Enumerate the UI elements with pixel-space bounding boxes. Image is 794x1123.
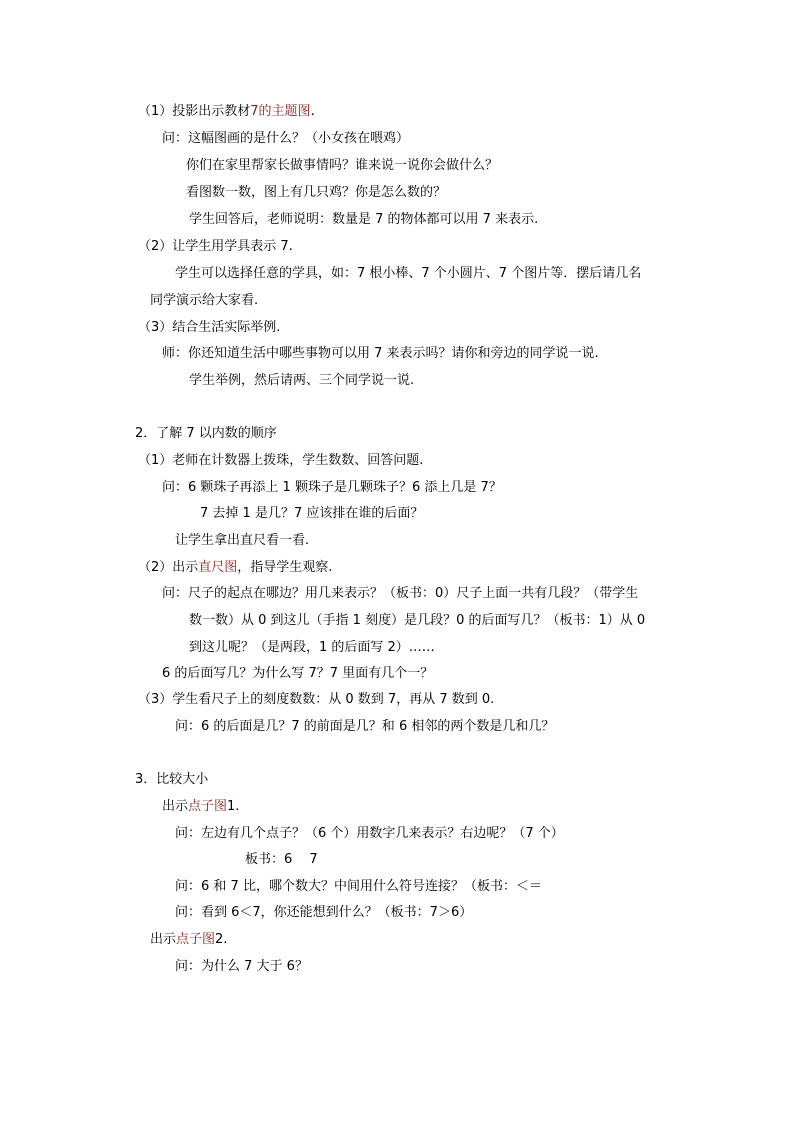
paragraph-line: 让学生拿出直尺看一看.	[175, 533, 310, 548]
text: 出示	[162, 799, 189, 814]
dot-picture-link: 点子图	[176, 932, 216, 947]
question-line: 你们在家里帮家长做事情吗？谁来说一说你会做什么？	[186, 158, 499, 173]
step-heading: （1）老师在计数器上拨珠，学生数数、回答问题.	[138, 453, 424, 468]
text: 1.	[227, 799, 240, 814]
question-line: 问：为什么 7 大于 6？	[175, 959, 308, 974]
text: （1）投影出示教材	[138, 104, 251, 119]
board-line: 板书：6 7	[245, 852, 318, 867]
paragraph-line: 学生举例，然后请两、三个同学说一说.	[189, 373, 415, 388]
paragraph-line	[150, 931, 227, 949]
paragraph-line: 学生可以选择任意的学具，如：7 根小棒、7 个小圆片、7 个图片等．摆后请几名	[175, 266, 642, 281]
theme-picture-link: 7的主题图	[250, 104, 311, 119]
question-line: 问：6 的后面是几？7 的前面是几？和 6 相邻的两个数是几和几？	[175, 719, 555, 734]
question-line: 问：尺子的起点在哪边？用几来表示？（板书：0）尺子上面一共有几段？（带学生	[162, 586, 639, 601]
paragraph-line	[162, 798, 239, 816]
section-2-heading: 2．了解 7 以内数的顺序	[135, 426, 277, 441]
text: （2）出示	[138, 560, 199, 575]
text: 2.	[215, 932, 228, 947]
question-line: 问：6 颗珠子再添上 1 颗珠子是几颗珠子？6 添上几是 7？	[162, 480, 502, 495]
teacher-line: 师：你还知道生活中哪些事物可以用 7 来表示吗？请你和旁边的同学说一说.	[162, 346, 599, 361]
paragraph-line: 到这儿呢？（是两段，1 的后面写 2）……	[189, 640, 435, 655]
question-line: 6 的后面写几？为什么写 7？7 里面有几个一？	[162, 666, 434, 681]
question-line: 问：左边有几个点子？（6 个）用数字几来表示？右边呢？（7 个）	[175, 826, 564, 841]
question-line: 问：这幅图画的是什么？（小女孩在喂鸡）	[162, 131, 410, 146]
question-line: 7 去掉 1 是几？7 应该排在谁的后面？	[200, 506, 424, 521]
explanation-line: 学生回答后，老师说明：数量是 7 的物体都可以用 7 来表示.	[189, 212, 539, 227]
step-3-heading: （3）结合生活实际举例.	[138, 320, 281, 335]
paragraph-line: 数一数）从 0 到这儿（手指 1 刻度）是几段？0 的后面写几？（板书：1）从 0	[189, 613, 646, 628]
text: .	[310, 104, 315, 119]
text: ，指导学生观察.	[237, 560, 333, 575]
question-line: 问：6 和 7 比，哪个数大？中间用什么符号连接？（板书：＜＝	[175, 879, 542, 894]
section-3-heading: 3．比较大小	[135, 772, 209, 787]
step-2-heading: （2）让学生用学具表示 7.	[138, 239, 293, 254]
dot-picture-link: 点子图	[188, 799, 228, 814]
question-line: 问：看到 6＜7，你还能想到什么？（板书：7＞6）	[175, 905, 473, 920]
step-heading: （3）学生看尺子上的刻度数数：从 0 数到 7，再从 7 数到 0.	[138, 692, 495, 707]
paragraph-line: 同学演示给大家看.	[150, 293, 259, 308]
step-heading	[138, 559, 332, 577]
step-1-heading	[138, 103, 315, 121]
ruler-picture-link: 直尺图	[198, 560, 238, 575]
question-line: 看图数一数，图上有几只鸡？你是怎么数的？	[186, 185, 447, 200]
text: 出示	[150, 932, 177, 947]
